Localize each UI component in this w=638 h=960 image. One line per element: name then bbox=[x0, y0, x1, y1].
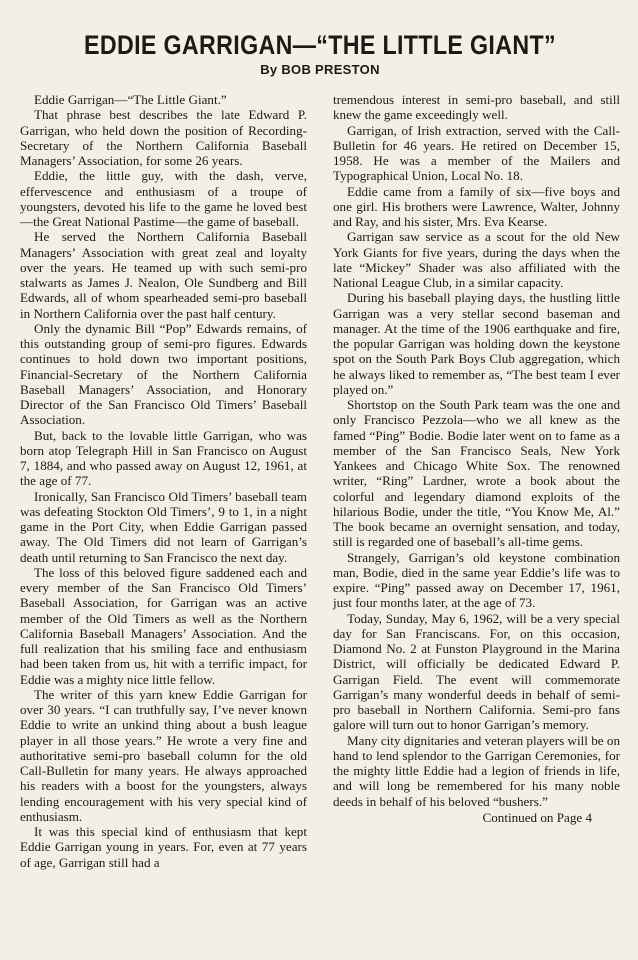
paragraph: tremendous interest in semi-pro baseball, and still knew the game exceedingly well. bbox=[333, 92, 620, 123]
left-column bbox=[20, 92, 307, 870]
paragraph: Eddie, the little guy, with the dash, verve, effervescence and enthusiasm of a troupe of youngsters, devoted his life to the game he loved best—the Great National Pastime—the game of baseball. bbox=[20, 168, 307, 229]
paragraph: Eddie came from a family of six—five boys and one girl. His brothers were Lawrence, Walter, Johnny and Ray, and his sister, Mrs. Eva Kearse. bbox=[333, 183, 620, 229]
paragraph: The loss of this beloved figure saddened each and every member of the San Francisco Old Timers’ Baseball Association, for Garrigan was an active member of the Old Timers as well as the Northern California Baseball Managers’ Association. And the full realization that his smiling face and enthusiasm had been taken from us, hit with a terrific impact, for Eddie was a mighty nice little fellow. bbox=[20, 564, 307, 687]
paragraph: That phrase best describes the late Edward P. Garrigan, who held down the position of Recording-Secretary of the Northern California Baseball Managers’ Association, for some 26 years. bbox=[20, 107, 307, 168]
paragraph: During his baseball playing days, the hustling little Garrigan was a very stellar second baseman and manager. At the time of the 1906 earthquake and fire, the popular Garrigan was holding down the keystone spot on the South Park Boys Club aggregation, which he always liked to remember as, “The best team I ever played on.” bbox=[333, 290, 620, 397]
paragraph: Today, Sunday, May 6, 1962, will be a very special day for San Franciscans. For, on this occasion, Diamond No. 2 at Funston Playground in the Marina District, will officially be dedicated Edward P. Garrigan Field. The event will commemorate Garrigan’s many wonderful deeds in behalf of semi-pro baseball in Northern California. Semi-pro fans galore will turn out to honor Garrigan’s memory. bbox=[333, 610, 620, 733]
article-body bbox=[20, 92, 620, 870]
continued-note: Continued on Page 4 bbox=[482, 809, 592, 825]
paragraph: Many city dignitaries and veteran players will be on hand to lend splendor to the Garrigan Ceremonies, for the mighty little Eddie had a legion of friends in life, and will long be remembered for his many noble deeds in behalf of his beloved “bushers.” bbox=[333, 732, 620, 809]
paragraph: It was this special kind of enthusiasm that kept Eddie Garrigan young in years. For, even at 77 years of age, Garrigan still had a bbox=[20, 824, 307, 870]
article-title: EDDIE GARRIGAN—“THE LITTLE GIANT” bbox=[84, 30, 556, 60]
paragraph: Strangely, Garrigan’s old keystone combination man, Bodie, died in the same year Eddie’s life was to expire. “Ping” passed away on December 17, 1961, just four months later, at the age of 73. bbox=[333, 549, 620, 611]
paragraph: Only the dynamic Bill “Pop” Edwards remains, of this outstanding group of semi-pro figures. Edwards continues to hold down two important positions, Financial-Secretary of the Northern California Baseball Managers’ Association, and Honorary Director of the San Francisco Old Timers’ Baseball Association. bbox=[20, 320, 307, 428]
paragraph: Eddie Garrigan—“The Little Giant.” bbox=[34, 92, 227, 107]
paragraph: Ironically, San Francisco Old Timers’ baseball team was defeating Stockton Old Timers’, 9 to 1, in a night game in the Port City, when Eddie Garrigan passed away. The Old Timers did not learn of Garrigan’s death until returning to San Francisco the next day. bbox=[20, 488, 307, 565]
paragraph: Garrigan, of Irish extraction, served with the Call-Bulletin for 46 years. He retired on December 15, 1958. He was a member of the Mailers and Typographical Union, Local No. 18. bbox=[333, 122, 620, 184]
paragraph: The writer of this yarn knew Eddie Garrigan for over 30 years. “I can truthfully say, I’ve never known Eddie to write an unkind thing about a bush league player in all those years.” He wrote a very fine and authoritative semi-pro baseball column for the old Call-Bulletin for many years. He always approached his readers with a boost for the youngsters, always lending encouragement with his very special kind of enthusiasm. bbox=[20, 686, 307, 824]
paragraph: Shortstop on the South Park team was the one and only Francisco Pezzola—who we all knew as the famed “Ping” Bodie. Bodie later went on to fame as a member of the San Francisco Seals, New York Yankees and Chicago White Sox. The renowned writer, “Ring” Lardner, wrote a book about the colorful and legendary diamond exploits of the hilarious Bodie, under the title, “You Know Me, Al.” The book became an overnight sensation, and today, still is regarded one of baseball’s all-time gems. bbox=[333, 397, 620, 550]
paragraph: But, back to the lovable little Garrigan, who was born atop Telegraph Hill in San Francisco on August 7, 1884, and who passed away on August 12, 1961, at the age of 77. bbox=[20, 427, 307, 489]
paragraph: He served the Northern California Baseball Managers’ Association with great zeal and loyalty over the years. He teamed up with such semi-pro stalwarts as James J. Nealon, Ole Sundberg and Bill Edwards, all of whom spearheaded semi-pro baseball in Northern California over the past half century. bbox=[20, 229, 307, 321]
right-column bbox=[333, 92, 620, 870]
paragraph: Garrigan saw service as a scout for the old New York Giants for five years, during the days when the late “Mickey” Shader was also affiliated with the National League Club, in a similar capacity. bbox=[333, 229, 620, 290]
article-byline: By BOB PRESTON bbox=[260, 62, 380, 77]
